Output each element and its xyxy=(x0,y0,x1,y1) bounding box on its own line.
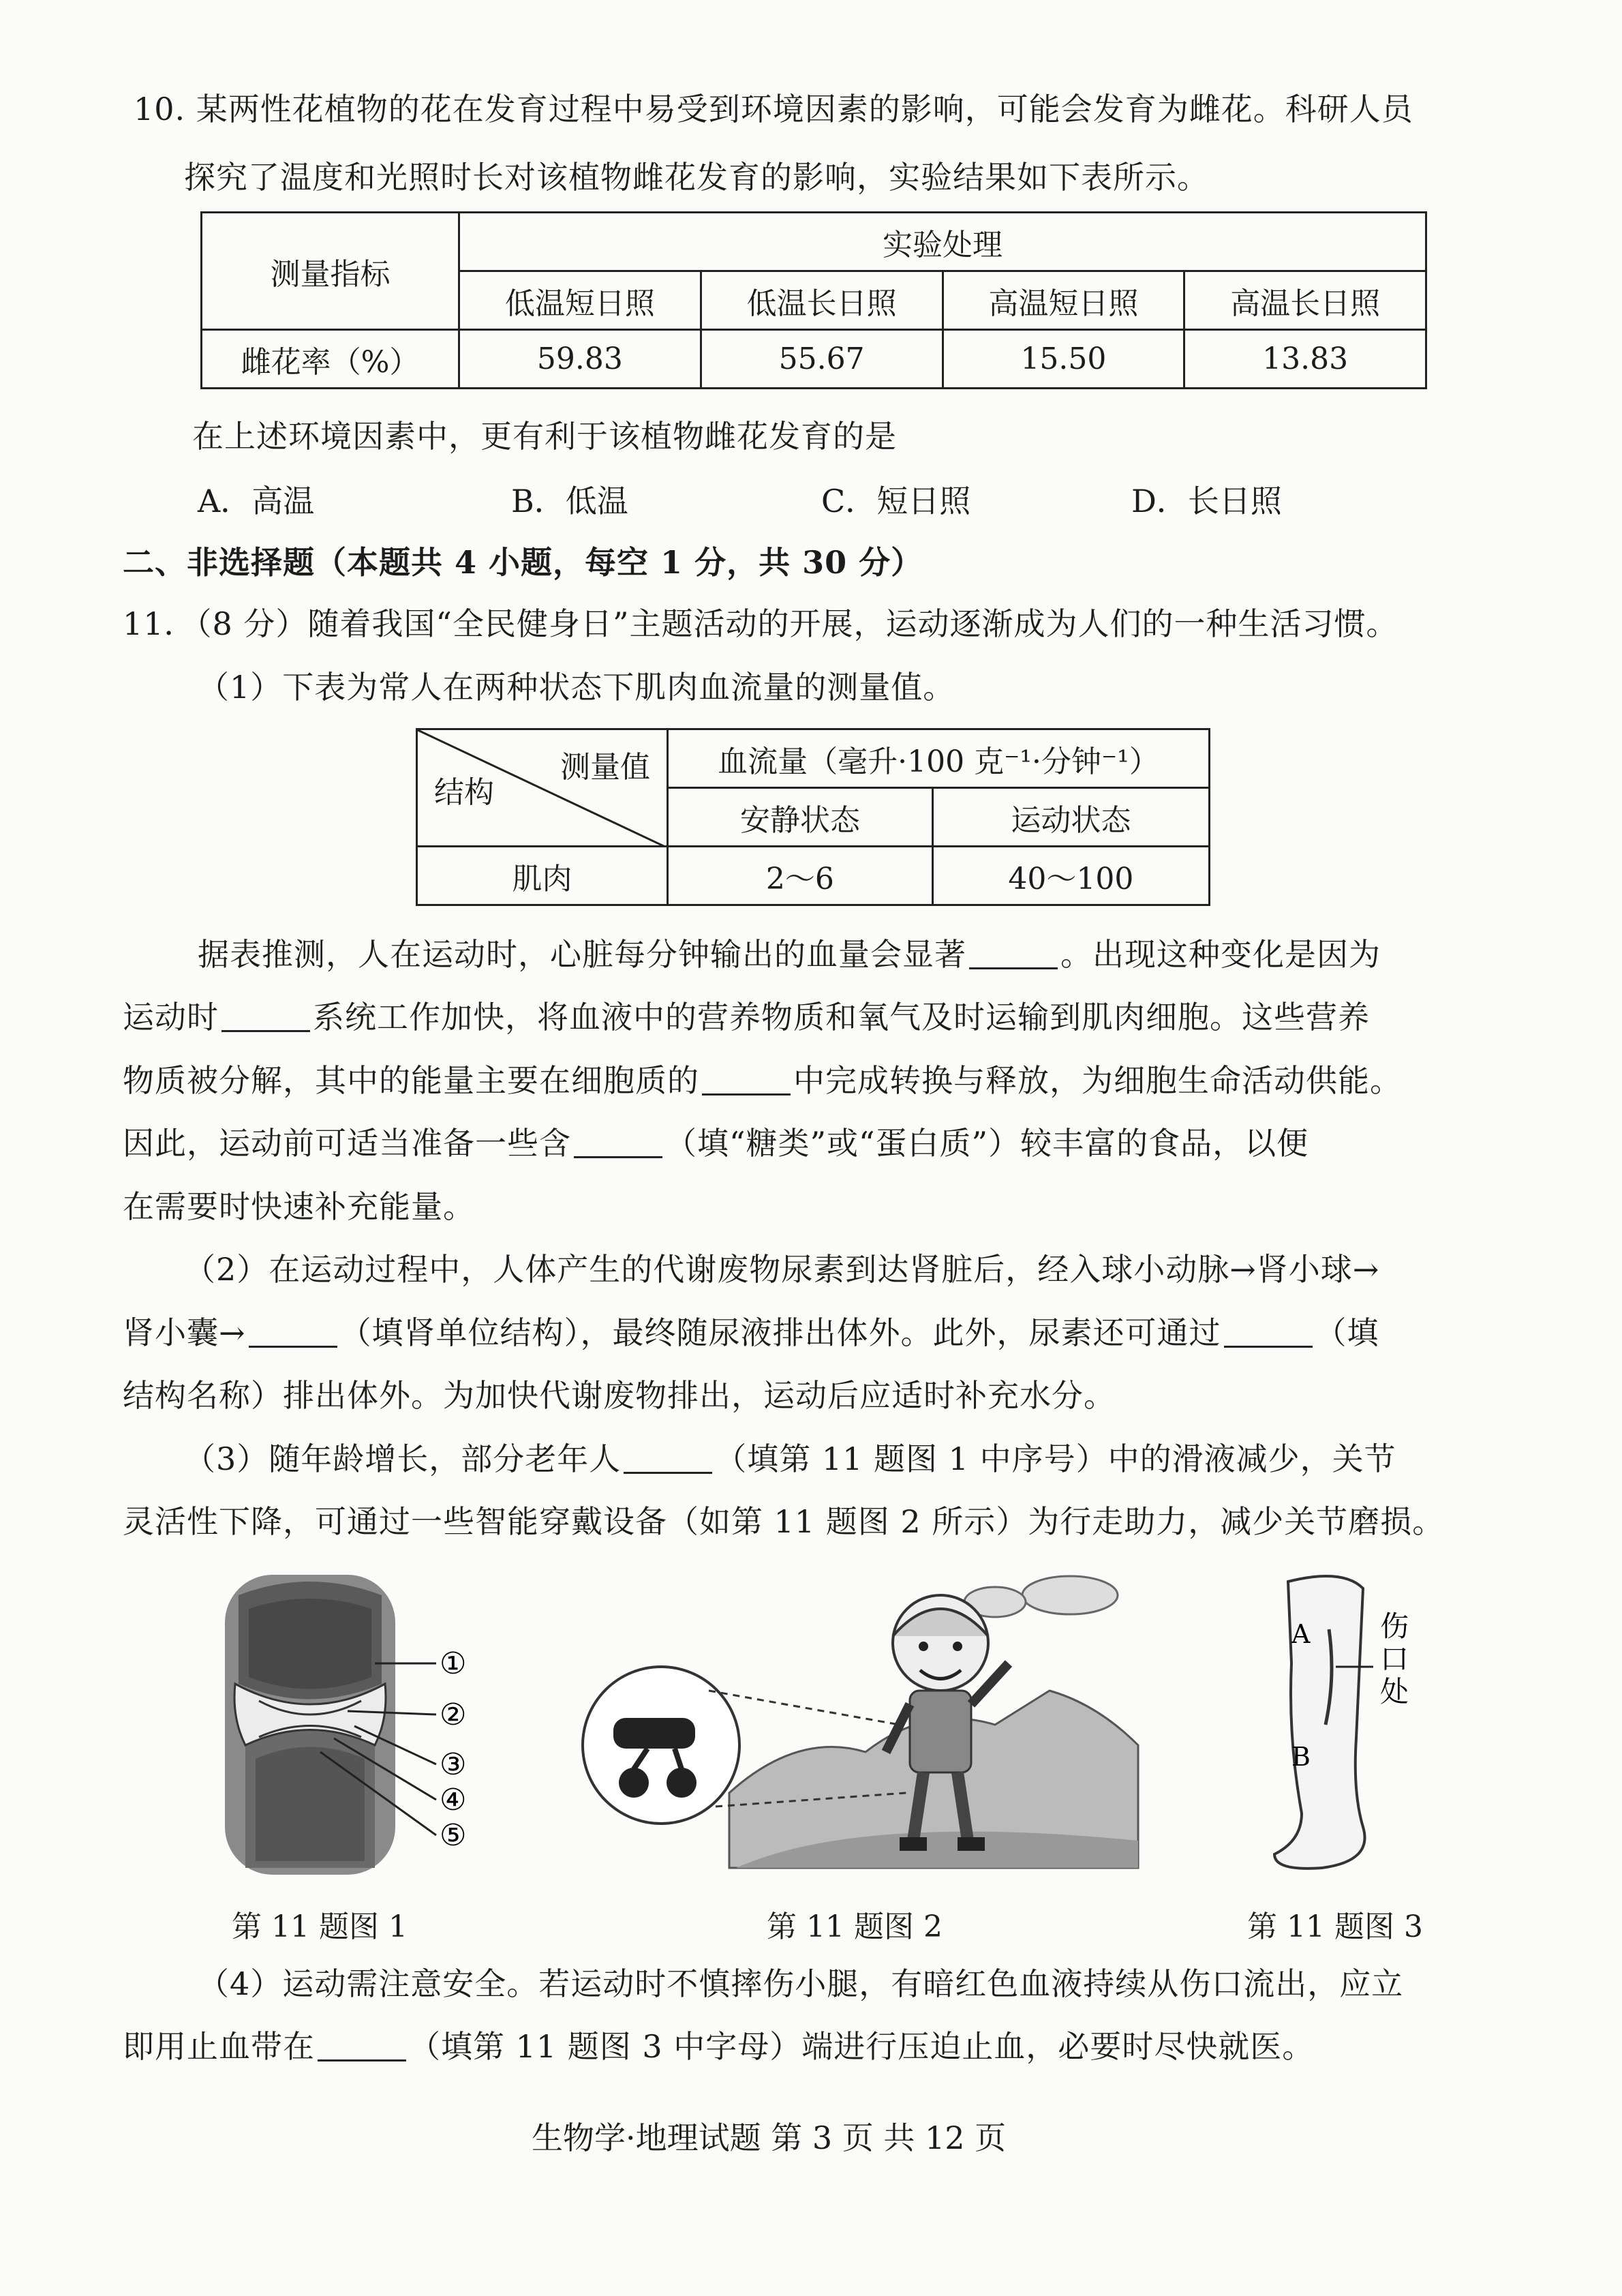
q11-p1-line3 xyxy=(123,1060,1402,1101)
q10-row-header: 测量指标 xyxy=(202,213,459,330)
fig1-label: ③ xyxy=(440,1747,467,1782)
text: 灵活性下降，可通过一些智能穿戴设备（如第 11 题图 2 所示）为行走助力，减少关节磨损。 xyxy=(123,1503,1445,1540)
fig1-label: ⑤ xyxy=(440,1818,467,1853)
q10-option-b: B．低温 xyxy=(511,483,628,519)
answer-blank[interactable] xyxy=(969,936,1058,969)
answer-blank[interactable] xyxy=(624,1440,712,1474)
answer-blank[interactable] xyxy=(1224,1314,1313,1348)
q10-option-c: C．短日照 xyxy=(821,483,971,519)
q10-col-header: 低温短日照 xyxy=(459,271,701,330)
hiker-figure xyxy=(572,1568,1145,1888)
answer-blank[interactable] xyxy=(574,1125,662,1158)
answer-blank[interactable] xyxy=(702,1062,791,1096)
q11-intro: 11．（8 分）随着我国“全民健身日”主题活动的开展，运动逐渐成为人们的一种生活习惯。 xyxy=(123,605,1398,642)
device-icon xyxy=(613,1718,695,1749)
q10-row-label: 雌花率（%） xyxy=(202,330,459,389)
q11-diag-cell xyxy=(417,729,668,847)
q10-option-a: A．高温 xyxy=(198,483,315,519)
q11-col-header: 运动状态 xyxy=(932,788,1209,847)
fig1-caption: 第 11 题图 1 xyxy=(232,1909,408,1944)
text: （填第 11 题图 3 中字母）端进行压迫止血，必要时尽快就医。 xyxy=(409,2028,1315,2065)
fig1-label: ④ xyxy=(440,1783,467,1817)
q11-cell: 2～6 xyxy=(668,847,933,905)
q11-p2-line1 xyxy=(184,1249,1379,1290)
text: 运动时 xyxy=(123,999,219,1036)
q11-p4-line2 xyxy=(123,2026,1314,2067)
text: 系统工作加快，将血液中的营养物质和氧气及时运输到肌肉细胞。这些营养 xyxy=(313,999,1370,1036)
q10-option-d: D．长日照 xyxy=(1131,483,1282,519)
text: 据表推测，人在运动时，心脏每分钟输出的血量会显著 xyxy=(198,936,966,973)
q10-col-header: 低温长日照 xyxy=(701,271,943,330)
q11-col-header: 安静状态 xyxy=(668,788,933,847)
q11-p3-line1 xyxy=(184,1438,1396,1479)
text: 肾小囊→ xyxy=(123,1314,246,1351)
q10-cell: 15.50 xyxy=(943,330,1184,389)
text: （填肾单位结构），最终随尿液排出体外。此外，尿素还可通过 xyxy=(339,1314,1221,1351)
text: 中完成转换与释放，为细胞生命活动供能。 xyxy=(793,1062,1402,1099)
q11-row-label: 肌肉 xyxy=(417,847,668,905)
q10-group-header: 实验处理 xyxy=(459,213,1426,271)
fig3-label-b: B xyxy=(1291,1742,1311,1772)
fig3-caption: 第 11 题图 3 xyxy=(1247,1909,1423,1944)
text: （2）在运动过程中，人体产生的代谢废物尿素到达肾脏后，经入球小动脉→肾小球→ xyxy=(184,1251,1380,1288)
q10-line1: 10. 某两性花植物的花在发育过程中易受到环境因素的影响，可能会发育为雌花。科研人员 xyxy=(134,91,1413,127)
q11-diag-top: 测量值 xyxy=(560,750,650,785)
q10-col-header: 高温短日照 xyxy=(943,271,1184,330)
q10-cell: 55.67 xyxy=(701,330,943,389)
q11-p1-line2 xyxy=(123,997,1370,1038)
answer-blank[interactable] xyxy=(221,999,310,1032)
q10-table xyxy=(200,211,1427,389)
q10-cell: 13.83 xyxy=(1184,330,1426,389)
joint-figure xyxy=(218,1568,504,1882)
q11-p4-line1 xyxy=(198,1963,1403,2004)
text: （填第 11 题图 1 中序号）中的滑液减少，关节 xyxy=(715,1440,1396,1477)
q11-p2-line3 xyxy=(123,1375,1116,1416)
text: （3）随年龄增长，部分老年人 xyxy=(184,1440,622,1477)
answer-blank[interactable] xyxy=(249,1314,337,1348)
fig3-label-a: A xyxy=(1291,1619,1311,1649)
fig1-label: ① xyxy=(440,1646,467,1681)
text: 因此，运动前可适当准备一些含 xyxy=(123,1125,571,1162)
q11-p2-line2 xyxy=(123,1312,1379,1353)
section-2-heading: 二、非选择题（本题共 4 小题，每空 1 分，共 30 分） xyxy=(123,544,923,581)
text: （填 xyxy=(1315,1314,1379,1351)
q11-p1-line1 xyxy=(198,934,1381,975)
text: （填“糖类”或“蛋白质”）较丰富的食品，以便 xyxy=(665,1125,1309,1162)
q10-cell: 59.83 xyxy=(459,330,701,389)
text: 。出现这种变化是因为 xyxy=(1060,936,1381,973)
page-footer: 生物学·地理试题 第 3 页 共 12 页 xyxy=(532,2119,1007,2156)
q11-p1-line5 xyxy=(123,1186,475,1227)
fig3-label-wound: 处 xyxy=(1380,1675,1409,1708)
q11-group-header: 血流量（毫升·100 克⁻¹·分钟⁻¹） xyxy=(668,729,1210,788)
text: 在需要时快速补充能量。 xyxy=(123,1188,475,1225)
q11-p1-line4 xyxy=(123,1123,1309,1164)
leg-figure xyxy=(1261,1568,1452,1888)
fig3-label-wound: 伤 xyxy=(1380,1610,1409,1643)
q11-p3-line2 xyxy=(123,1501,1444,1542)
answer-blank[interactable] xyxy=(318,2028,406,2061)
q10-question: 在上述环境因素中，更有利于该植物雌花发育的是 xyxy=(192,418,897,455)
text: 即用止血带在 xyxy=(123,2028,315,2065)
q11-cell: 40～100 xyxy=(932,847,1209,905)
q11-p1-lead: （1）下表为常人在两种状态下肌肉血流量的测量值。 xyxy=(198,669,955,706)
fig2-caption: 第 11 题图 2 xyxy=(767,1909,943,1944)
fig3-label-wound: 口 xyxy=(1380,1642,1409,1676)
text: 物质被分解，其中的能量主要在细胞质的 xyxy=(123,1062,699,1099)
q10-col-header: 高温长日照 xyxy=(1184,271,1426,330)
q11-table xyxy=(416,728,1210,906)
text: 结构名称）排出体外。为加快代谢废物排出，运动后应适时补充水分。 xyxy=(123,1377,1116,1414)
q11-diag-bottom: 结构 xyxy=(434,775,494,810)
q10-line2: 探究了温度和光照时长对该植物雌花发育的影响，实验结果如下表所示。 xyxy=(184,159,1209,196)
text: （4）运动需注意安全。若运动时不慎摔伤小腿，有暗红色血液持续从伤口流出，应立 xyxy=(198,1965,1404,2002)
fig1-label: ② xyxy=(440,1697,467,1732)
